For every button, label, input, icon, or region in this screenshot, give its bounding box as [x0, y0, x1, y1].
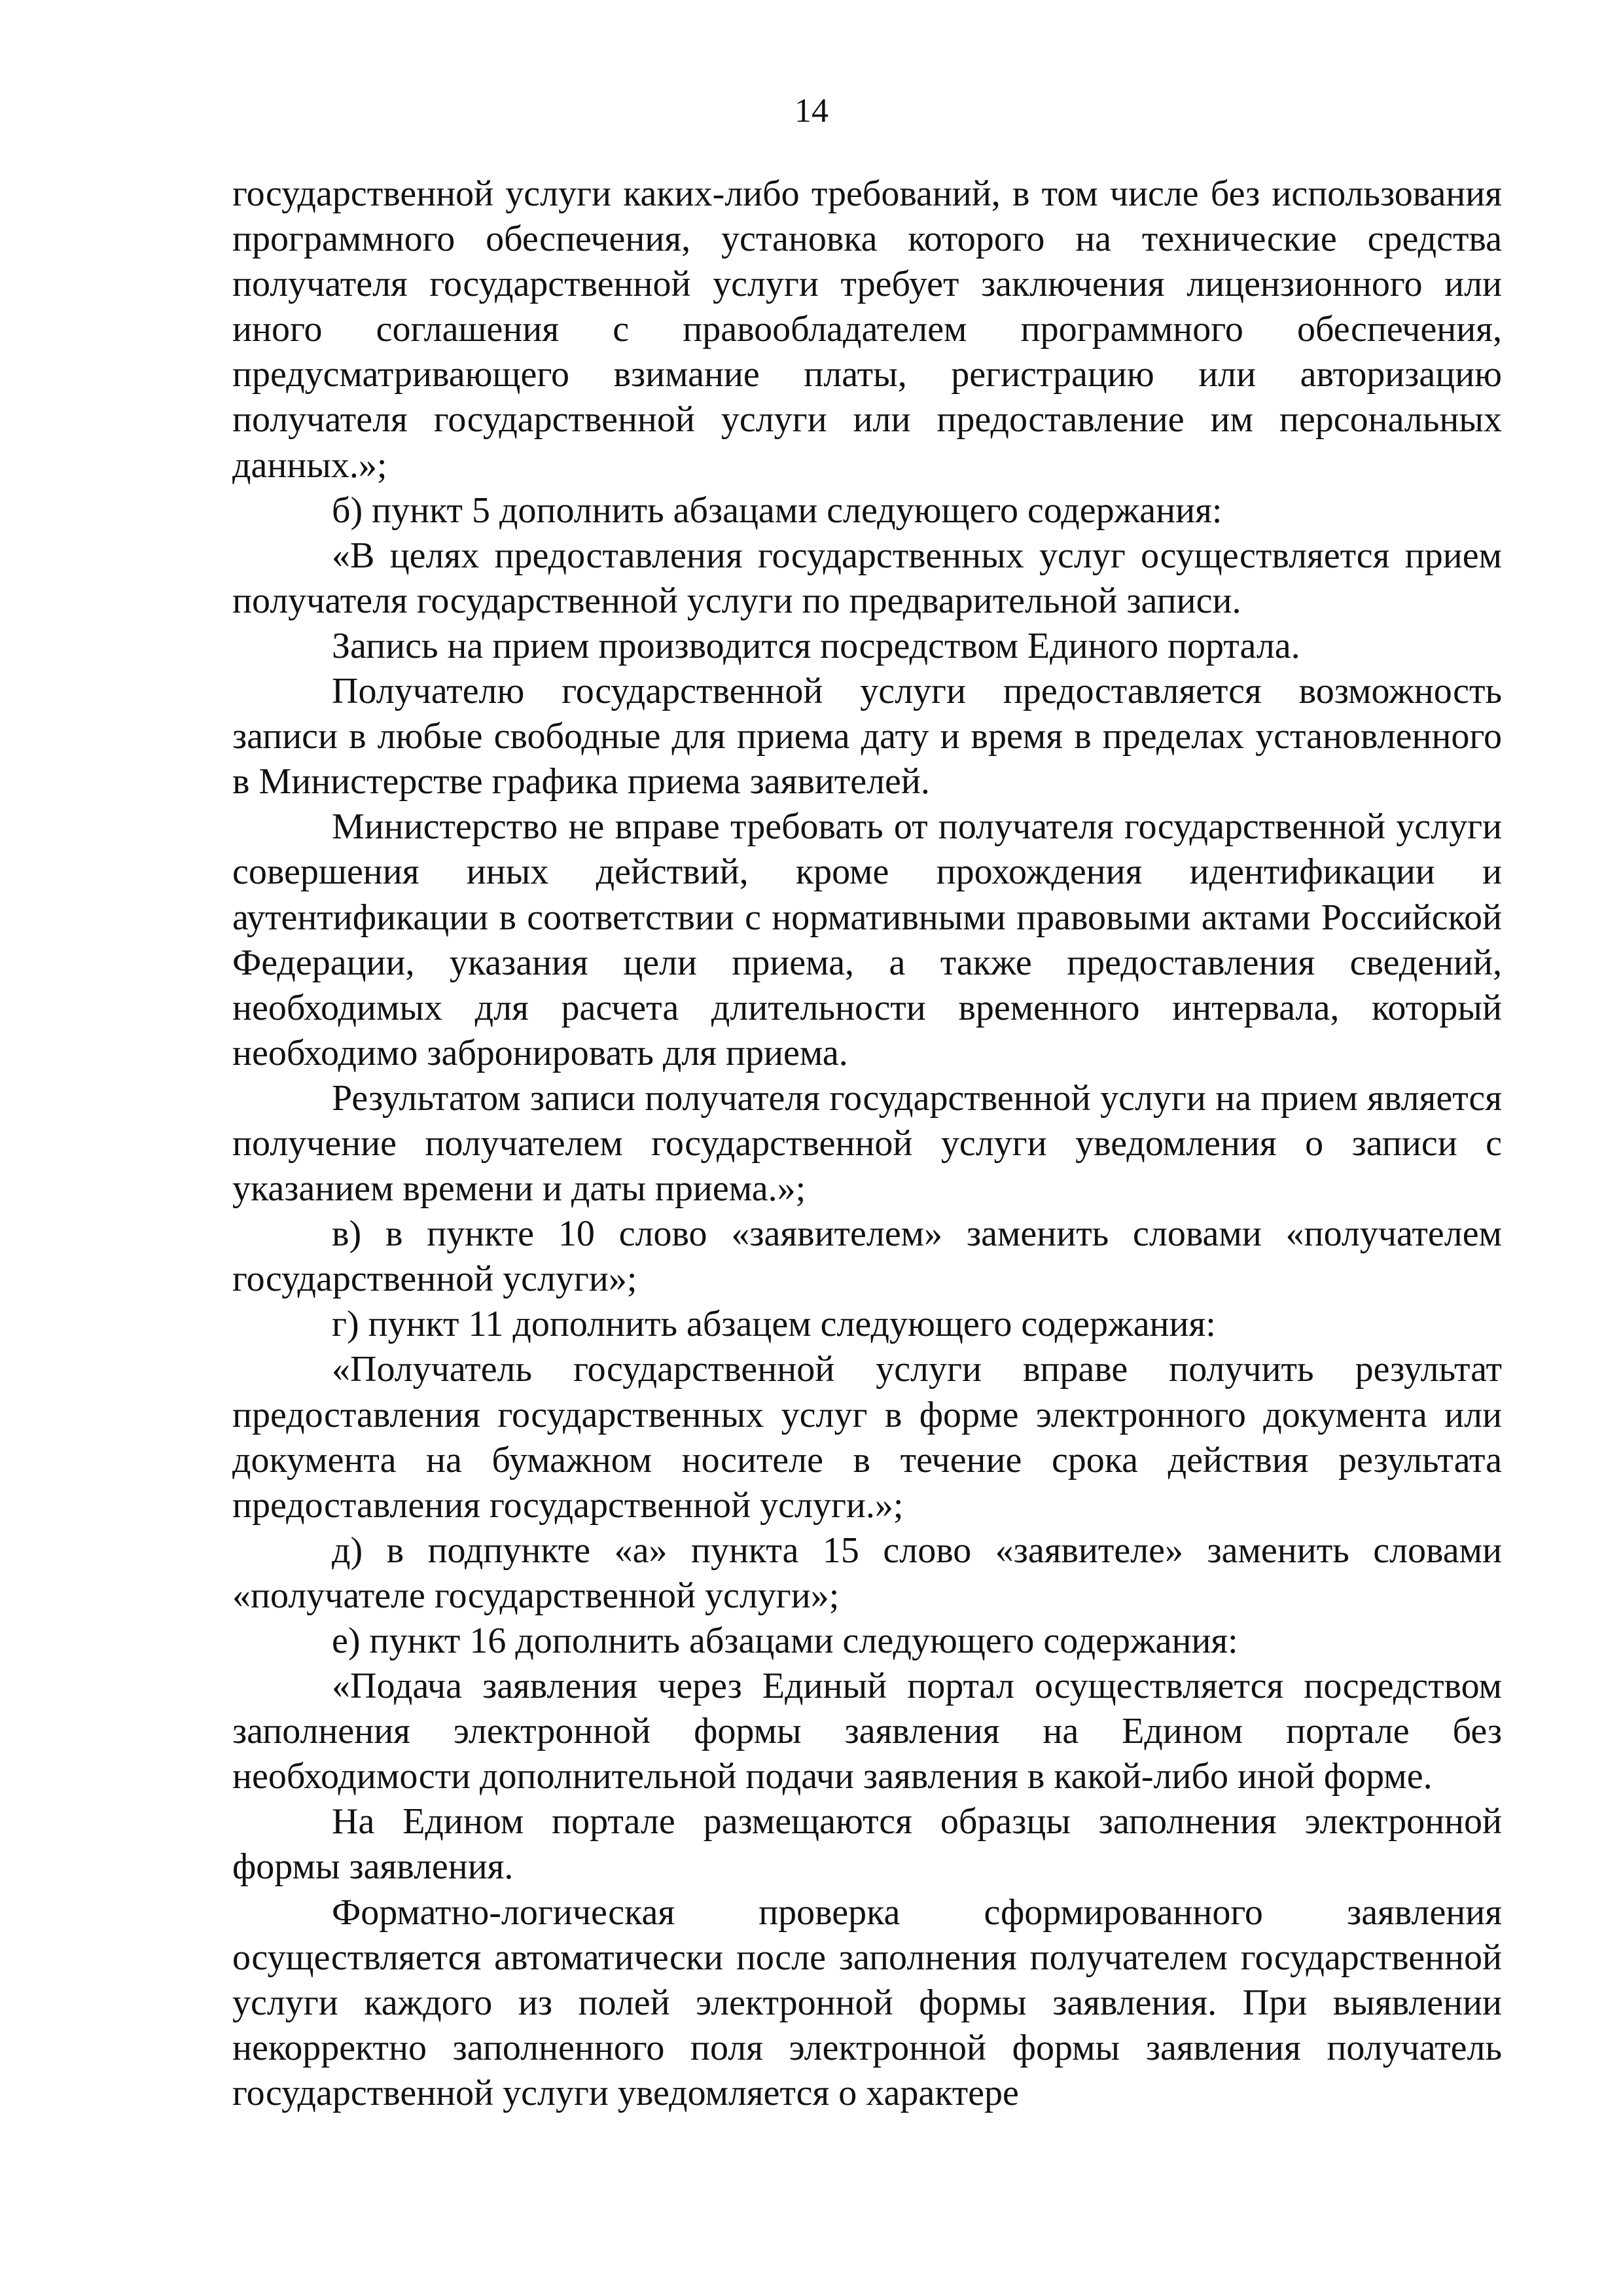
paragraph: Получателю государственной услуги предоставляется возможность записи в любые свободные для приема дату и время в пределах установленного в Министерстве графика приема заявителей.: [232, 671, 1502, 802]
paragraph: в) в пункте 10 слово «заявителем» заменить словами «получателем государственной услуги»;: [232, 1213, 1502, 1300]
paragraph: государственной услуги каких-либо требований, в том числе без использования программного обеспечения, установка которого на технические средства получателя государственной услуги требует заключения лицензионного или иного соглашения с правообладателем программного обеспечения, предусматривающего взимание платы, регистрацию или авторизацию получателя государственной услуги или предоставление им персональных данных.»;: [232, 173, 1502, 486]
paragraph: Министерство не вправе требовать от получателя государственной услуги совершения иных действий, кроме прохождения идентификации и аутентификации в соответствии с нормативными правовыми актами Российской Федерации, указания цели приема, а также предоставления сведений, необходимых для расчета длительности временного интервала, который необходимо забронировать для приема.: [232, 806, 1502, 1073]
paragraph: «Подача заявления через Единый портал осуществляется посредством заполнения электронной формы заявления на Едином портале без необходимости дополнительной подачи заявления в какой-либо иной форме.: [232, 1666, 1502, 1797]
paragraph: д) в подпункте «а» пункта 15 слово «заявителе» заменить словами «получателе государственной услуги»;: [232, 1530, 1502, 1616]
document-body: [232, 171, 1502, 2116]
paragraph: «Получатель государственной услуги вправе получить результат предоставления государственных услуг в форме электронного документа или документа на бумажном носителе в течение срока действия результата предоставления государственной услуги.»;: [232, 1349, 1502, 1526]
page-number: 14: [794, 92, 829, 130]
paragraph: е) пункт 16 дополнить абзацами следующего содержания:: [332, 1621, 1238, 1661]
paragraph: б) пункт 5 дополнить абзацами следующего содержания:: [332, 490, 1222, 531]
paragraph: Результатом записи получателя государственной услуги на прием является получение получателем государственной услуги уведомления о записи с указанием времени и даты приема.»;: [232, 1077, 1502, 1210]
paragraph: «В целях предоставления государственных услуг осуществляется прием получателя государственной услуги по предварительной записи.: [232, 535, 1502, 621]
paragraph: Запись на прием производится посредством Единого портала.: [332, 625, 1300, 666]
paragraph: Форматно-логическая проверка сформированного заявления осуществляется автоматически после заполнения получателем государственной услуги каждого из полей электронной формы заявления. При выявлении некорректно заполненного поля электронной формы заявления получатель государственной услуги уведомляется о характере: [232, 1892, 1502, 2113]
paragraph: На Едином портале размещаются образцы заполнения электронной формы заявления.: [232, 1801, 1502, 1888]
paragraph: г) пункт 11 дополнить абзацем следующего содержания:: [332, 1304, 1216, 1345]
